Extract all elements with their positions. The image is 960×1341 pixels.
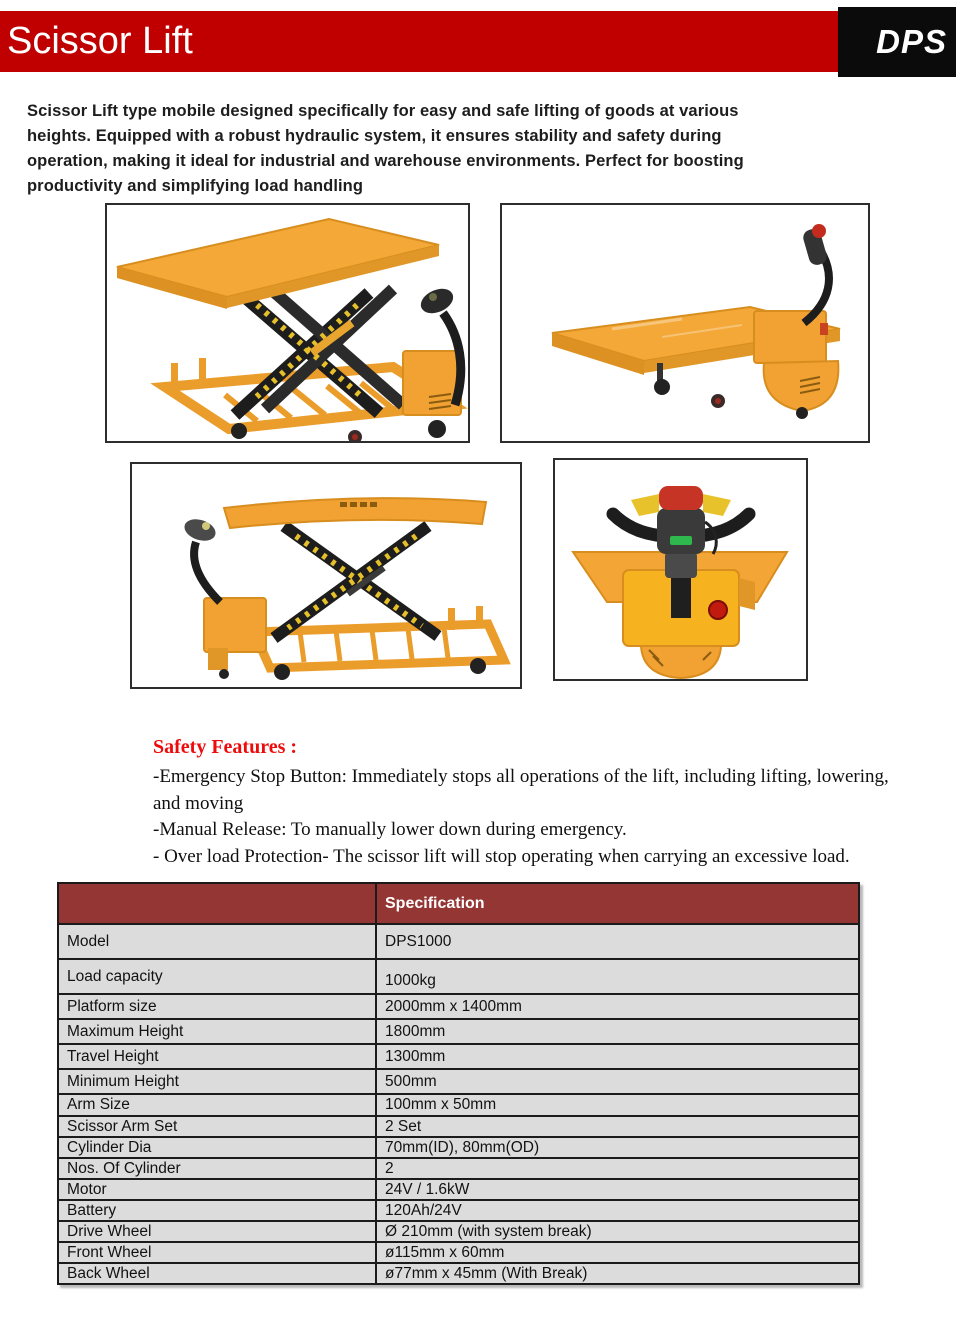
spec-value: ø77mm x 45mm (With Break) xyxy=(376,1263,859,1284)
scissor-lift-lowered-illustration xyxy=(502,205,868,441)
spec-row xyxy=(58,1221,859,1242)
spec-value: Ø 210mm (with system break) xyxy=(376,1221,859,1242)
product-photo-raised-lift-left xyxy=(130,462,522,689)
description-line: operation, making it ideal for industrial and warehouse environments. Perfect for boosting xyxy=(27,152,744,170)
spec-row xyxy=(58,959,859,994)
spec-label: Arm Size xyxy=(58,1094,376,1116)
spec-value: 1800mm xyxy=(376,1019,859,1044)
scissor-lift-raised-illustration xyxy=(107,205,468,441)
spec-row xyxy=(58,1069,859,1094)
spec-value: 1300mm xyxy=(376,1044,859,1069)
spec-label: Motor xyxy=(58,1179,376,1200)
product-photo-tiller-head xyxy=(553,458,808,681)
spec-row xyxy=(58,1044,859,1069)
safety-feature-item: - Over load Protection- The scissor lift will stop operating when carrying an excessive load. xyxy=(153,845,850,867)
spec-row xyxy=(58,994,859,1019)
spec-header-empty-cell xyxy=(58,883,376,924)
spec-value: ø115mm x 60mm xyxy=(376,1242,859,1263)
spec-value: 500mm xyxy=(376,1069,859,1094)
description-line: heights. Equipped with a robust hydraulic system, it ensures stability and safety during xyxy=(27,127,722,145)
spec-row xyxy=(58,1263,859,1284)
spec-row xyxy=(58,1019,859,1044)
spec-row xyxy=(58,1158,859,1179)
safety-feature-item: -Manual Release: To manually lower down during emergency. xyxy=(153,819,627,840)
title-bar xyxy=(0,11,846,72)
spec-value: 24V / 1.6kW xyxy=(376,1179,859,1200)
spec-label: Travel Height xyxy=(58,1044,376,1069)
product-description xyxy=(27,99,862,199)
spec-label: Maximum Height xyxy=(58,1019,376,1044)
spec-label: Platform size xyxy=(58,994,376,1019)
spec-label: Scissor Arm Set xyxy=(58,1116,376,1137)
spec-value: 1000kg xyxy=(376,959,859,994)
spec-label: Model xyxy=(58,924,376,959)
spec-label: Battery xyxy=(58,1200,376,1221)
spec-value: 2 xyxy=(376,1158,859,1179)
spec-value: 2 Set xyxy=(376,1116,859,1137)
spec-label: Cylinder Dia xyxy=(58,1137,376,1158)
spec-row xyxy=(58,1116,859,1137)
spec-row xyxy=(58,1200,859,1221)
page-title: Scissor Lift xyxy=(7,20,193,62)
spec-value: 2000mm x 1400mm xyxy=(376,994,859,1019)
spec-row xyxy=(58,1179,859,1200)
spec-row xyxy=(58,1242,859,1263)
safety-features-heading: Safety Features : xyxy=(153,736,298,758)
spec-label: Front Wheel xyxy=(58,1242,376,1263)
spec-label: Load capacity xyxy=(58,959,376,994)
tiller-head-illustration xyxy=(555,460,806,679)
brand-logo-box xyxy=(838,7,956,77)
spec-row xyxy=(58,1094,859,1116)
product-photo-lowered-lift xyxy=(500,203,870,443)
scissor-lift-raised-left-illustration xyxy=(132,464,520,687)
spec-header-row xyxy=(58,883,859,924)
spec-header-title-cell: Specification xyxy=(376,883,859,924)
brand-logo-text: DPS xyxy=(876,23,947,60)
description-line: productivity and simplifying load handling xyxy=(27,177,364,195)
product-photo-raised-lift xyxy=(105,203,470,443)
description-line: Scissor Lift type mobile designed specifically for easy and safe lifting of goods at various xyxy=(27,102,739,120)
spec-value: 100mm x 50mm xyxy=(376,1094,859,1116)
safety-feature-item: -Emergency Stop Button: Immediately stops all operations of the lift, including lifting, lowering, and moving xyxy=(153,766,889,814)
safety-features-section xyxy=(153,736,915,870)
spec-value: 70mm(ID), 80mm(OD) xyxy=(376,1137,859,1158)
spec-label: Back Wheel xyxy=(58,1263,376,1284)
spec-value: DPS1000 xyxy=(376,924,859,959)
spec-row xyxy=(58,924,859,959)
spec-label: Nos. Of Cylinder xyxy=(58,1158,376,1179)
spec-label: Drive Wheel xyxy=(58,1221,376,1242)
spec-row xyxy=(58,1137,859,1158)
spec-value: 120Ah/24V xyxy=(376,1200,859,1221)
specification-table xyxy=(57,882,860,1285)
spec-label: Minimum Height xyxy=(58,1069,376,1094)
